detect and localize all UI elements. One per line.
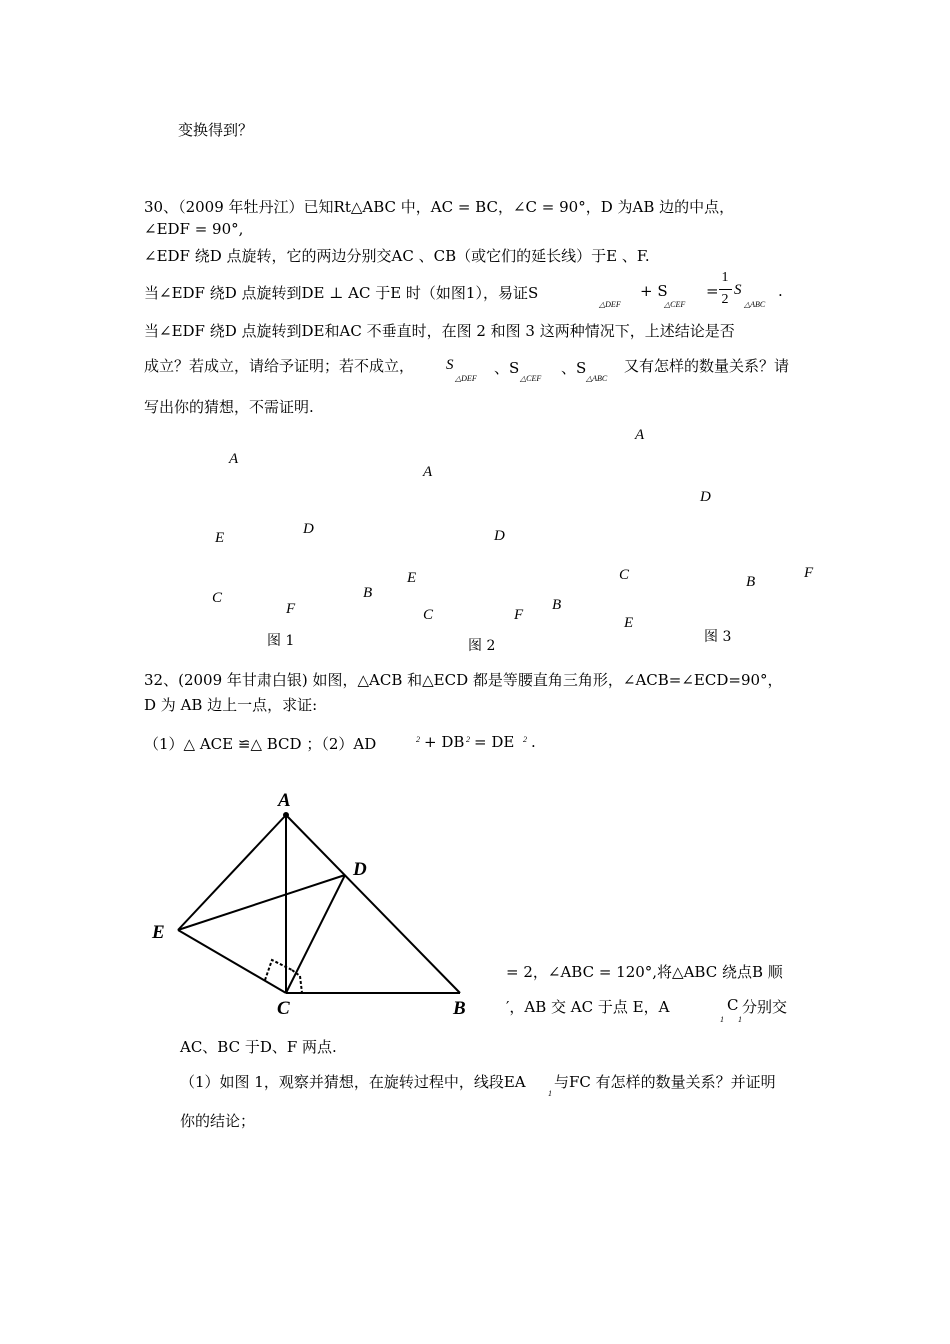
- fig1-label-f: F: [286, 601, 296, 617]
- p30-line1: 30、（2009 年牡丹江）已知Rt△ABC 中，AC = BC，∠C = 90°，D 为AB 边的中点，: [144, 198, 735, 216]
- p30-frac-num: 1: [721, 270, 729, 285]
- fig3-caption: 图 3: [704, 629, 732, 645]
- fig2-label-b: B: [552, 597, 562, 613]
- fig2-label-f: F: [514, 607, 524, 623]
- p30-s3: 、S: [561, 359, 587, 377]
- p30-frac-den: 2: [721, 292, 729, 307]
- p32-line3d: .: [531, 733, 536, 751]
- p30-sub-def: △DEF: [599, 300, 621, 309]
- right-angle-marks: [265, 960, 302, 993]
- fig3-label-d: D: [700, 489, 711, 505]
- top-line: 变换得到？: [178, 121, 254, 139]
- p33-line4a: （1）如图 1，观察并猜想，在旋转过程中，线段EA: [180, 1073, 526, 1091]
- fig2-label-c: C: [423, 607, 434, 623]
- p32-line3c: = DE: [474, 733, 515, 751]
- p33-frag2: ′，AB 交 AC 于点 E，A: [506, 998, 670, 1016]
- p32-line2: D 为 AB 边上一点，求证:: [144, 696, 318, 714]
- p30-line7: 写出你的猜想，不需证明.: [144, 398, 314, 416]
- diagram-label-d: D: [353, 859, 367, 880]
- diagram-label-c: C: [277, 998, 290, 1019]
- p30-plus: + S: [640, 282, 668, 300]
- fig2-label-d: D: [494, 528, 505, 544]
- fig3-label-a: A: [635, 427, 645, 443]
- p30-line6a: 成立？若成立，请给予证明；若不成立，: [144, 357, 415, 375]
- p30-line3: ∠EDF 绕D 点旋转，它的两边分别交AC 、CB（或它们的延长线）于E 、F.: [144, 247, 650, 265]
- fig1-label-e: E: [215, 530, 225, 546]
- p30-sub-cef: △CEF: [664, 300, 686, 309]
- fig2-caption: 图 2: [468, 638, 496, 654]
- p30-period: .: [778, 282, 783, 300]
- p30-sub-abc-2: △ABC: [586, 374, 608, 383]
- diagram-label-e: E: [152, 922, 165, 943]
- fig1-label-c: C: [212, 590, 223, 606]
- p30-line4: 当∠EDF 绕D 点旋转到DE ⊥ AC 于E 时（如图1），易证S: [144, 284, 539, 302]
- p30-line5: 当∠EDF 绕D 点旋转到DE和AC 不垂直时，在图 2 和图 3 这两种情况下，上述结论是否: [144, 322, 735, 340]
- p30-sub-def-2: △DEF: [455, 374, 477, 383]
- p33-frag2b: C: [727, 996, 739, 1014]
- p30-s-abc: S: [734, 282, 742, 298]
- fig1-caption: 图 1: [267, 633, 295, 649]
- p33-line4b: 与FC 有怎样的数量关系？并证明: [554, 1073, 776, 1091]
- p30-eq: =: [706, 282, 719, 300]
- p30-sub-cef-2: △CEF: [520, 374, 542, 383]
- p32-line1: 32、(2009 年甘肃白银) 如图，△ACB 和△ECD 都是等腰直角三角形，∠ACB=∠ECD=90°，: [144, 671, 783, 689]
- fig3-label-c: C: [619, 567, 630, 583]
- p32-line3a: （1）△ ACE ≌△ BCD ；（2）AD: [144, 735, 377, 753]
- fig1-label-a: A: [229, 451, 239, 467]
- p32-sup-b: 2: [466, 735, 470, 744]
- p32-line3b: + DB: [424, 733, 465, 751]
- frac-bar: [719, 289, 732, 290]
- point-a: [283, 812, 289, 818]
- p33-sub-ea: 1: [548, 1089, 552, 1098]
- p33-line3: AC、BC 于D、F 两点.: [180, 1038, 337, 1056]
- segment-ab: [286, 815, 460, 993]
- geometry-diagram: [140, 780, 500, 1025]
- p30-s1: S: [446, 357, 454, 373]
- fig1-label-d: D: [303, 521, 314, 537]
- diagram-label-b: B: [453, 998, 466, 1019]
- p33-sub1: 1: [720, 1015, 724, 1024]
- fig3-label-f: F: [804, 565, 814, 581]
- fig3-label-e: E: [624, 615, 634, 631]
- segment-dc: [286, 875, 345, 993]
- p30-s2: 、S: [494, 359, 520, 377]
- p33-sub2: 1: [738, 1015, 742, 1024]
- p33-frag2c: 分别交: [742, 998, 788, 1016]
- p33-line5: 你的结论；: [180, 1112, 256, 1130]
- segment-ec: [178, 930, 286, 993]
- p30-sub-abc: △ABC: [744, 300, 766, 309]
- p30-line6b: 又有怎样的数量关系？请: [624, 357, 790, 375]
- fig2-label-a: A: [423, 464, 433, 480]
- fig1-label-b: B: [363, 585, 373, 601]
- diagram-label-a: A: [278, 790, 291, 811]
- diagram-lines: [178, 815, 460, 993]
- fig2-label-e: E: [407, 570, 417, 586]
- p32-sup-c: 2: [523, 735, 527, 744]
- p33-frag1: = 2，∠ABC = 120°,将△ABC 绕点B 顺: [506, 963, 783, 981]
- fig3-label-b: B: [746, 574, 756, 590]
- p30-line2: ∠EDF = 90°,: [144, 220, 244, 238]
- p32-sup-a: 2: [416, 735, 420, 744]
